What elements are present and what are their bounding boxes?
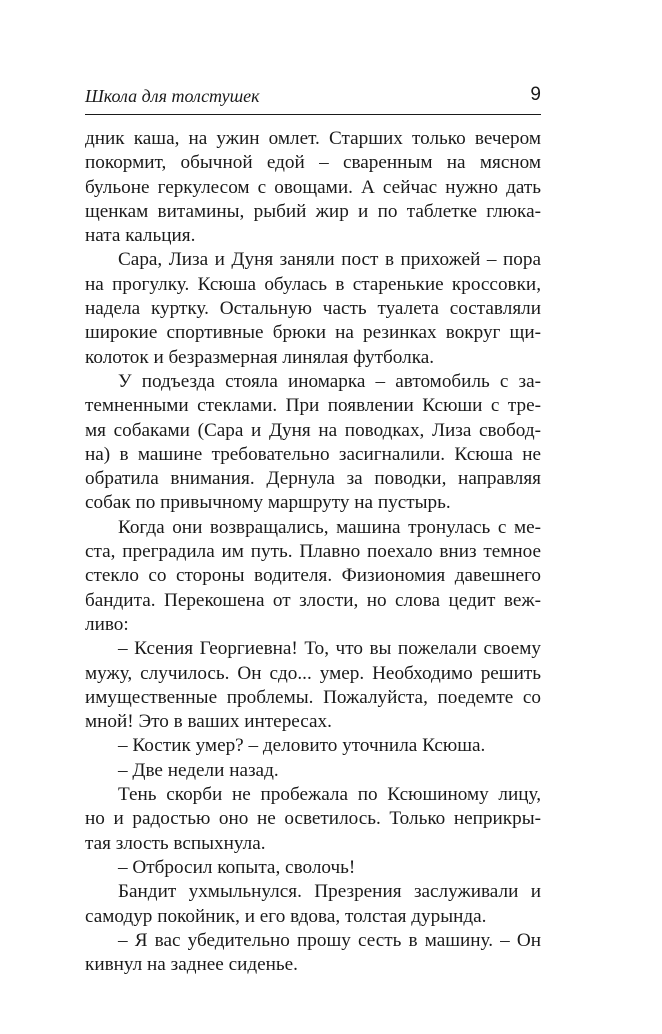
text-line: мужу, случилось. Он сдо... умер. Необходимо решить [85,662,541,684]
running-title: Школа для толстушек [85,86,260,106]
header-rule [85,114,541,115]
text-line: имущественные проблемы. Пожалуйста, поедемте со [85,686,541,708]
text-line: кивнул на заднее сиденье. [85,954,298,976]
text-line: тая злость вспыхнула. [85,832,266,854]
text-line: ливо: [85,613,129,635]
text-line: – Я вас убедительно прошу сесть в машину. – Он [118,929,541,951]
text-line: Бандит ухмыльнулся. Презрения заслуживали и [118,881,541,903]
text-line: Тень скорби не пробежала по Ксюшиному лицу, [118,784,541,806]
text-line: бульоне геркулесом с овощами. А сейчас нужно дать [85,176,541,198]
text-line: стекло со стороны водителя. Физиономия давешнего [85,565,541,587]
text-line: ста, преградила им путь. Плавно поехало вниз темное [85,541,541,563]
text-line: У подъезда стояла иномарка – автомобиль с за- [118,370,541,392]
text-line: ната кальция. [85,225,196,247]
text-line: собак по привычному маршруту на пустырь. [85,492,451,514]
text-line: на прогулку. Ксюша обулась в старенькие кроссовки, [85,273,541,295]
text-line: широкие спортивные брюки на резинках вокруг щи- [85,322,541,344]
page-number: 9 [530,84,541,105]
text-line: щенкам витамины, рыбий жир и по таблетке глюка- [85,200,541,222]
text-line: бандита. Перекошена от злости, но слова цедит веж- [85,589,541,611]
text-line: мя собаками (Сара и Дуня на поводках, Лиза свобод- [85,419,541,441]
text-line: мной! Это в ваших интересах. [85,711,332,733]
text-line: надела куртку. Остальную часть туалета составляли [85,298,541,320]
text-line: покормит, обычной едой – сваренным на мясном [85,152,541,174]
text-line: – Ксения Георгиевна! То, что вы пожелали своему [118,638,541,660]
text-line: дник каша, на ужин омлет. Старших только вечером [85,128,541,149]
text-line: Сара, Лиза и Дуня заняли пост в прихожей – пора [118,249,541,271]
text-line: Когда они возвращались, машина тронулась с ме- [118,516,541,538]
text-line: на) в машине требовательно засигналили. Ксюша не [85,443,541,465]
text-line: – Костик умер? – деловито уточнила Ксюша. [118,735,486,757]
text-line: обратила внимания. Дернула за поводки, направляя [85,468,541,490]
body-text [85,127,541,977]
text-line: колоток и безразмерная линялая футболка. [85,346,435,368]
text-line: – Отбросил копыта, сволочь! [118,856,356,878]
text-line: самодур покойник, и его вдова, толстая дурында. [85,905,487,927]
text-line: но и радостью оно не осветилось. Только неприкры- [85,808,541,830]
text-line: – Две недели назад. [118,759,279,781]
running-head [85,84,541,112]
text-line: темненными стеклами. При появлении Ксюши с тре- [85,395,541,417]
